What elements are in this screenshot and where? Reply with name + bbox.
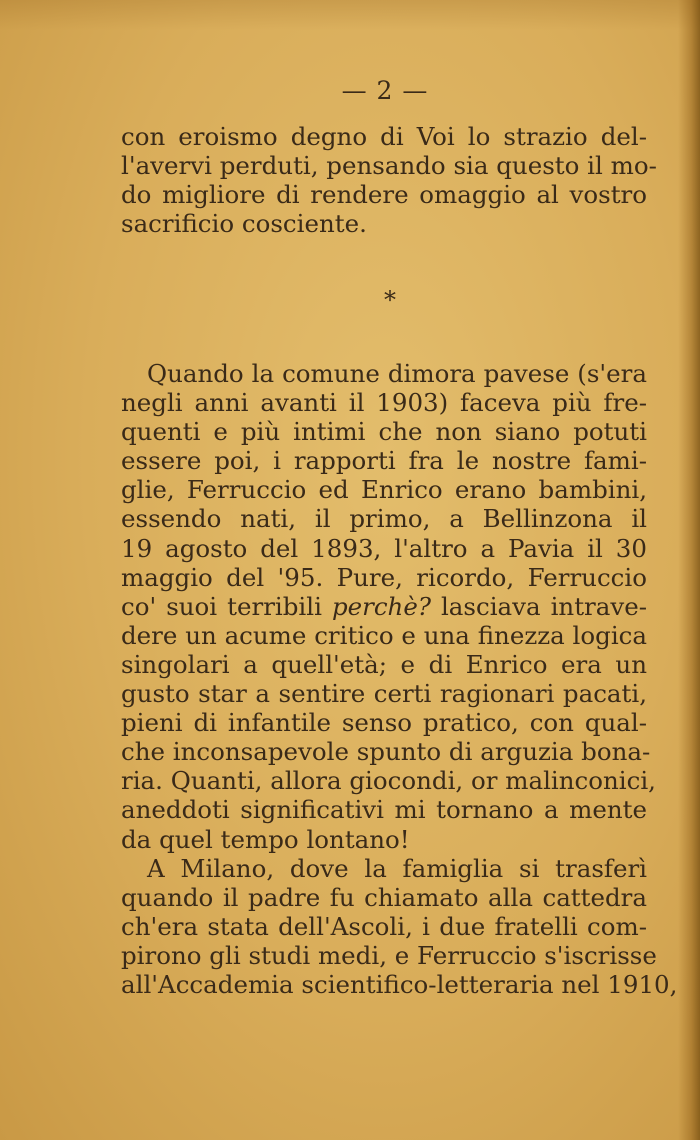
italic-word: perchè?: [331, 591, 431, 621]
page-number: — 2 —: [341, 76, 429, 105]
text-line: A Milano, dove la famiglia si trasferì: [147, 853, 647, 883]
text-line: essere poi, i rapporti fra le nostre fami-: [121, 446, 647, 476]
text-line: negli anni avanti il 1903) faceva più fre-: [121, 388, 647, 418]
text-line: quando il padre fu chiamato alla cattedra: [121, 882, 647, 912]
text-line: con eroismo degno di Voi lo strazio del-: [121, 122, 647, 151]
text-line: ria. Quanti, allora giocondi, or malinconici,: [121, 766, 656, 796]
text-line-with-italic: [121, 592, 647, 621]
page-shading-top: [0, 0, 700, 30]
text-line: l'avervi perduti, pensando sia questo il mo-: [121, 151, 657, 181]
text-line: che inconsapevole spunto di arguzia bona-: [121, 737, 651, 767]
text-line: all'Accademia scientifico-letteraria nel 1910,: [121, 969, 678, 999]
text-line: maggio del '95. Pure, ricordo, Ferruccio: [121, 562, 647, 592]
text-line: ch'era stata dell'Ascoli, i due fratelli com-: [121, 911, 647, 941]
text-line: essendo nati, il primo, a Bellinzona il: [121, 504, 647, 534]
text-segment: lasciava intrave-: [440, 591, 647, 621]
text-line: 19 agosto del 1893, l'altro a Pavia il 30: [121, 533, 647, 563]
text-segment: co' suoi terribili: [121, 591, 322, 621]
section-separator: *: [384, 286, 396, 314]
paragraph-1: [121, 122, 657, 239]
paragraph-2: [121, 359, 678, 999]
text-line: quenti e più intimi che non siano potuti: [121, 417, 647, 447]
text-line: gusto star a sentire certi ragionari pacati,: [121, 679, 647, 709]
text-line: do migliore di rendere omaggio al vostro: [121, 180, 647, 210]
text-line: singolari a quell'età; e di Enrico era un: [121, 649, 647, 679]
text-line: dere un acume critico e una finezza logica: [121, 620, 647, 650]
text-line: da quel tempo lontano!: [121, 824, 410, 854]
page-edge-shadow: [678, 0, 700, 1140]
text-line: sacrificio cosciente.: [121, 209, 367, 239]
text-line: pirono gli studi medi, e Ferruccio s'iscrisse: [121, 940, 657, 970]
text-line: Quando la comune dimora pavese (s'era: [147, 359, 647, 388]
text-line: aneddoti significativi mi tornano a mente: [121, 795, 647, 825]
text-line: glie, Ferruccio ed Enrico erano bambini,: [121, 475, 647, 505]
text-line: pieni di infantile senso pratico, con qual-: [121, 708, 647, 738]
